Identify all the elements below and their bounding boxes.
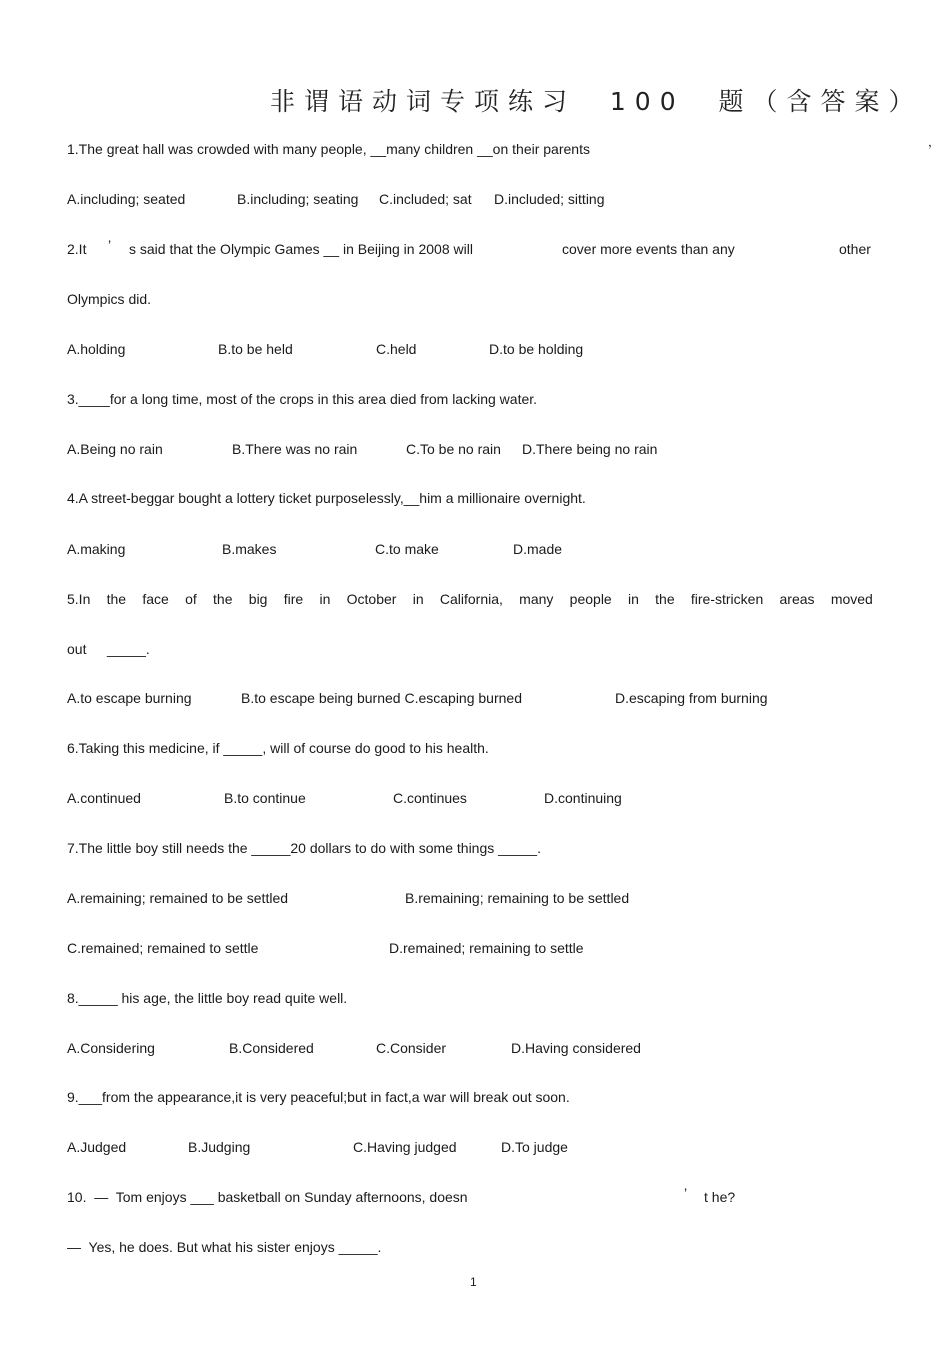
q2-stem-part4: other xyxy=(839,241,871,257)
q9-stem: 9.___from the appearance,it is very peaceful;but in fact,a war will break out soon. xyxy=(67,1089,570,1105)
q5-word: of xyxy=(185,591,197,607)
q5-word: October xyxy=(346,591,397,607)
q4-stem: 4.A street-beggar bought a lottery ticket purposelessly,__him a millionaire overnight. xyxy=(67,490,586,506)
corner-mark: ， xyxy=(928,135,941,149)
q4-option-d: D.made xyxy=(513,541,563,557)
q6-option-b: B.to continue xyxy=(224,790,306,806)
q5-word: many xyxy=(519,591,554,607)
q10-reply: — Yes, he does. But what his sister enjoys _____. xyxy=(67,1239,382,1255)
q5-word: moved xyxy=(830,591,873,607)
q2-stem-line2: Olympics did. xyxy=(67,291,152,307)
q5-word: California, xyxy=(439,591,503,607)
q2-apostrophe: ’ xyxy=(108,237,112,253)
q3-option-a: A.Being no rain xyxy=(67,441,163,457)
q5-word: the xyxy=(213,591,233,607)
q5-stem-line2a: out xyxy=(67,641,87,657)
q2-stem-part3: cover more events than any xyxy=(562,241,735,257)
q7-option-b: B.remaining; remaining to be settled xyxy=(405,890,630,906)
q2-option-d: D.to be holding xyxy=(489,341,584,357)
page-title: 非谓语动词专项练习 100 题（含答案） xyxy=(270,87,923,116)
q8-option-a: A.Considering xyxy=(67,1040,155,1056)
q3-option-c: C.To be no rain xyxy=(406,441,501,457)
q7-option-a: A.remaining; remained to be settled xyxy=(67,890,289,906)
q5-word: in xyxy=(412,591,424,607)
q3-stem: 3.____for a long time, most of the crops in this area died from lacking water. xyxy=(67,391,538,407)
q10-stem-part1: 10. — Tom enjoys ___ basketball on Sunday afternoons, doesn xyxy=(67,1189,468,1205)
q7-stem: 7.The little boy still needs the _____20 dollars to do with some things _____. xyxy=(67,840,541,856)
q4-option-a: A.making xyxy=(67,541,126,557)
q9-option-a: A.Judged xyxy=(67,1139,127,1155)
q5-word: fire-stricken xyxy=(690,591,764,607)
q9-option-b: B.Judging xyxy=(188,1139,251,1155)
q7-option-d: D.remained; remaining to settle xyxy=(389,940,584,956)
q5-option-bc: B.to escape being burned C.escaping burned xyxy=(241,690,522,706)
q5-word: 5.In xyxy=(67,591,91,607)
q3-option-b: B.There was no rain xyxy=(232,441,358,457)
q5-word: in xyxy=(627,591,639,607)
q8-stem: 8._____ his age, the little boy read quite well. xyxy=(67,990,348,1006)
q10-stem-part2: t he? xyxy=(704,1189,736,1205)
q2-stem-part1: 2.It xyxy=(67,241,87,257)
q4-option-c: C.to make xyxy=(375,541,439,557)
q2-option-b: B.to be held xyxy=(218,341,293,357)
q8-option-c: C.Consider xyxy=(376,1040,447,1056)
q9-option-d: D.To judge xyxy=(501,1139,568,1155)
q5-stem-line2b: _____. xyxy=(107,641,150,657)
q5-word: the xyxy=(655,591,675,607)
q5-word: people xyxy=(569,591,612,607)
q1-option-d: D.included; sitting xyxy=(494,191,605,207)
q5-word: areas xyxy=(779,591,815,607)
page-number: 1 xyxy=(470,1275,477,1289)
q6-option-a: A.continued xyxy=(67,790,141,806)
q5-word: the xyxy=(106,591,127,607)
q1-option-b: B.including; seating xyxy=(237,191,359,207)
q5-word: in xyxy=(319,591,331,607)
q3-option-d: D.There being no rain xyxy=(522,441,658,457)
q5-option-d: D.escaping from burning xyxy=(615,690,768,706)
q6-option-d: D.continuing xyxy=(544,790,622,806)
q2-stem-part2: s said that the Olympic Games __ in Beijing in 2008 will xyxy=(129,241,473,257)
q4-option-b: B.makes xyxy=(222,541,277,557)
q5-word: fire xyxy=(283,591,304,607)
q6-option-c: C.continues xyxy=(393,790,467,806)
q5-option-a: A.to escape burning xyxy=(67,690,192,706)
q5-word: big xyxy=(248,591,268,607)
q1-stem: 1.The great hall was crowded with many people, __many children __on their parents xyxy=(67,141,590,157)
q9-option-c: C.Having judged xyxy=(353,1139,457,1155)
q5-word: face xyxy=(142,591,169,607)
q7-option-c: C.remained; remained to settle xyxy=(67,940,259,956)
q8-option-d: D.Having considered xyxy=(511,1040,641,1056)
q6-stem: 6.Taking this medicine, if _____, will of course do good to his health. xyxy=(67,740,489,756)
q8-option-b: B.Considered xyxy=(229,1040,314,1056)
q2-option-c: C.held xyxy=(376,341,417,357)
q10-apostrophe: ’ xyxy=(684,1185,688,1201)
q5-stem-line1 xyxy=(67,590,873,608)
q2-option-a: A.holding xyxy=(67,341,126,357)
q1-option-a: A.including; seated xyxy=(67,191,186,207)
q1-option-c: C.included; sat xyxy=(379,191,472,207)
